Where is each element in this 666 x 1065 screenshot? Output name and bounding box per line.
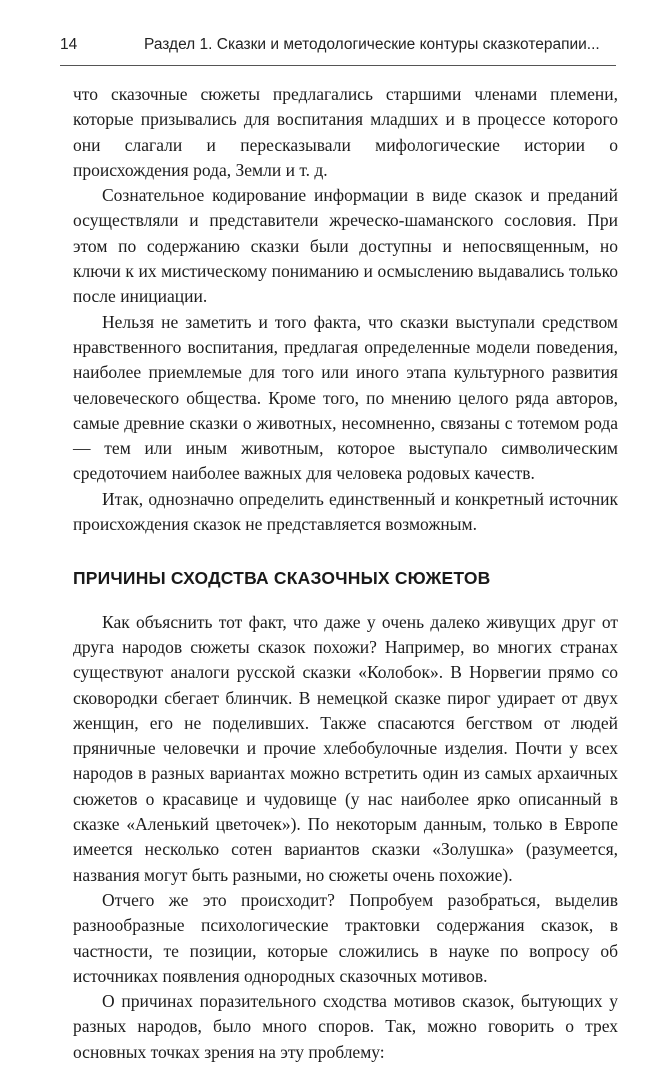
paragraph: Итак, однозначно определить единственный и конкретный источник происхождения сказок не представляется возможным. xyxy=(73,488,618,535)
paragraph: Сознательное кодирование информации в виде сказок и преданий осуществляли и представители жреческо-шаманского сословия. При этом по содержанию сказки были доступны и непосвященным, но ключи к их мистическому пониманию и осмыслению выдавались только после инициации. xyxy=(73,185,618,307)
paragraph: Нельзя не заметить и того факта, что сказки выступали средством нравственного воспитания, предлагая определенные модели поведения, наиболее приемлемые для того или иного этапа культурного развития человеческого общества. Кроме того, по мнению целого ряда авторов, самые древние сказки о животных, несомненно, связаны с тотемом рода — тем или иным животным, которое выступало символическим средоточием наиболее важных для человека родовых качеств. xyxy=(73,311,618,484)
running-title: Раздел 1. Сказки и методологические контуры сказкотерапии... xyxy=(144,36,600,53)
paragraph-continued: что сказочные сюжеты предлагались старшими членами племени, которые призывались для воспитания младших и в процессе которого они слагали и пересказывали мифологические истории о происхождения рода, Земли и т. д. xyxy=(73,84,618,180)
body-text xyxy=(73,82,618,1065)
section-heading: ПРИЧИНЫ СХОДСТВА СКАЗОЧНЫХ СЮЖЕТОВ xyxy=(73,568,491,589)
paragraph: Как объяснить тот факт, что даже у очень далеко живущих друг от друга народов сюжеты сказок похожи? Например, во многих странах существуют аналоги русской сказки «Колобок». В Норвегии прямо со сковородки сбегает блинчик. В немецкой сказке пирог удирает от двух женщин, его не поделивших. Также спасаются бегством от людей пряничные человечки и прочие хлебобулочные изделия. Почти у всех народов в разных вариантах можно встретить один из самых архаичных сюжетов о красавице и чудовище (у нас наиболее ярко описанный в сказке «Аленький цветочек»). По некоторым данным, только в Европе имеется несколько сотен вариантов сказки «Золушка» (разумеется, названия могут быть разными, но сюжеты очень похожие). xyxy=(73,611,618,885)
running-header xyxy=(60,36,616,54)
page-number: 14 xyxy=(60,36,78,53)
paragraph: О причинах поразительного сходства мотивов сказок, бытующих у разных народов, было много споров. Так, можно говорить о трех основных точках зрения на эту проблему: xyxy=(73,991,618,1062)
header-rule xyxy=(60,65,616,66)
paragraph: Отчего же это происходит? Попробуем разобраться, выделив разнообразные психологические трактовки содержания сказок, в частности, те позиции, которые сложились в науке по вопросу об источниках появления однородных сказочных мотивов. xyxy=(73,889,618,986)
